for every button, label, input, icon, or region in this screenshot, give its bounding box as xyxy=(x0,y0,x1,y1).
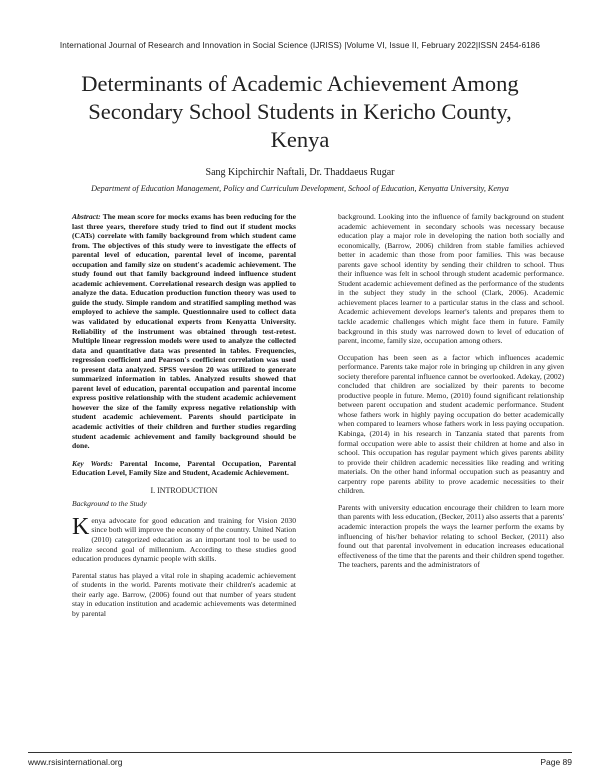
authors: Sang Kipchirchir Naftali, Dr. Thaddaeus Rugar xyxy=(205,167,395,178)
affiliation: Department of Education Management, Policy and Curriculum Development, School of Education, Kenyatta University, Kenya xyxy=(91,184,509,193)
footer-website: www.rsisinternational.org xyxy=(28,757,123,767)
title-line: Determinants of Academic Achievement Among xyxy=(81,71,519,96)
footer-divider xyxy=(28,752,572,753)
abstract-label: Abstract: xyxy=(72,212,101,221)
section-heading: I. INTRODUCTION xyxy=(150,485,218,495)
title-line: Secondary School Students in Kericho County, xyxy=(88,99,512,124)
running-head: International Journal of Research and Innovation in Social Science (IJRISS) |Volume VI, Issue II, February 2022|ISSN 2454-6186 xyxy=(59,41,541,50)
title-line: Kenya xyxy=(270,127,330,152)
keywords-label: Key Words: xyxy=(72,458,113,468)
page-number: Page 89 xyxy=(540,757,572,767)
intro-paragraph-1-text: enya advocate for good education and training for Vision 2030 since both will improve the economy of the country. United Nation (2010) categorized education as an important tool to be used to realize second goal of millennium. According to these studies good education produces dynamic people with skills. xyxy=(72,515,296,564)
keywords xyxy=(72,459,296,478)
right-paragraph-2: Occupation has been seen as a factor which influences academic performance. Parents take major role in bringing up children in any given society therefore parental influence cannot be overlooked. Adekay, (2002) concluded that children are socialized by their parents to become productive people in future. Memo, (2010) found significant relationship between parent occupation and student academic performance. Student whose fathers work in highly paying occupation do better academically when compared to learners whose fathers work in less paying occupation. Kabinga, (2014) in his research in Tanzania stated that parents from formal occupation were able to assist their children at home and also in school. This occupation has regular payment which gives parents ability to provide their children academic necessities like reading and writing materials. On the other hand informal occupation such as peasantry and carpentry rope parents ability to prove academic necessities to their children. xyxy=(338,352,564,496)
abstract xyxy=(72,212,296,451)
drop-cap: K xyxy=(72,513,90,540)
right-paragraph-1: background. Looking into the influence of family background on student academic achievement in secondary schools was necessary because education play a major role in developing the nation both socially and economically, (Barrow, 2006) children from stable families achieved better in academic than those from poor families. This was because parents gave school identity by sending their children to school. Thus their influence was felt in school through student academic performance. Student academic achievement defined as the performance of the students in the subject they study in the school (Clark, 2006). Academic achievement places learner to a particular status in the class and school. Academic achievement develops learner's talents and prepares them to tackle academic challenges which might face them in future. Family background in this study was narrowed down to level of education of parent, income, family size, occupation among others. xyxy=(338,212,564,346)
paper-title xyxy=(40,70,560,154)
intro-paragraph-2: Parental status has played a vital role in shaping academic achievement of students in the world. Parents motivate their children's academic at their early age. Barrow, (2006) found out that number of years student stay in education institution and academic achievements was determined by parental xyxy=(72,570,296,618)
right-paragraph-3: Parents with university education encourage their children to learn more than parents with less education, (Becker, 2011) also asserts that a parents' academic interaction propels the ways the learner perform the exams by influencing of his/her behavior relating to school Becker, (2011) also found out that parental involvement in education increases educational effectiveness of the time that the parents and their children spend together. The teachers, parents and the administrators of xyxy=(338,502,564,570)
abstract-text: The mean score for mocks exams has been reducing for the last three years, therefore study tried to find out if student mocks (CATs) correlate with family background from which student came from. The objectives of this study were to investigate the effects of parental level of education, parental level of income, parental occupation and family size on student's academic achievement. The study found out that family background indeed influence student academic achievement. Correlational research design was applied to analyze the data. Education production function theory was used to guide the study. Simple random and stratified sampling method was employed to achieve the sample. Questionnaire used to collect data was validated by educational experts from Kenyatta University. Reliability of the instrument was obtained through test-retest. Multiple linear regression models were used to analyze the collected data and quantitative data was presented in tables. Frequencies, regression coefficient and Pearson's coefficient correlation was used to present data analyzed. SPSS version 20 was utilized to generate summarized information in tables. Analyzed results showed that parent level of education, parental occupation and parental income express positive relationship with the student academic achievement however the size of the family express negative relationship with student academic achievement. Parents should participate in academic activities of their children and further studies regarding student academic achievement and family background should be done. xyxy=(72,212,296,451)
intro-paragraph-1 xyxy=(72,513,296,564)
subsection-heading: Background to the Study xyxy=(72,499,147,509)
keywords-text: Parental Income, Parental Occupation, Parental Education Level, Family Size and Student, Academic Achievement. xyxy=(72,458,296,478)
left-column xyxy=(72,212,296,625)
right-column xyxy=(338,212,564,577)
